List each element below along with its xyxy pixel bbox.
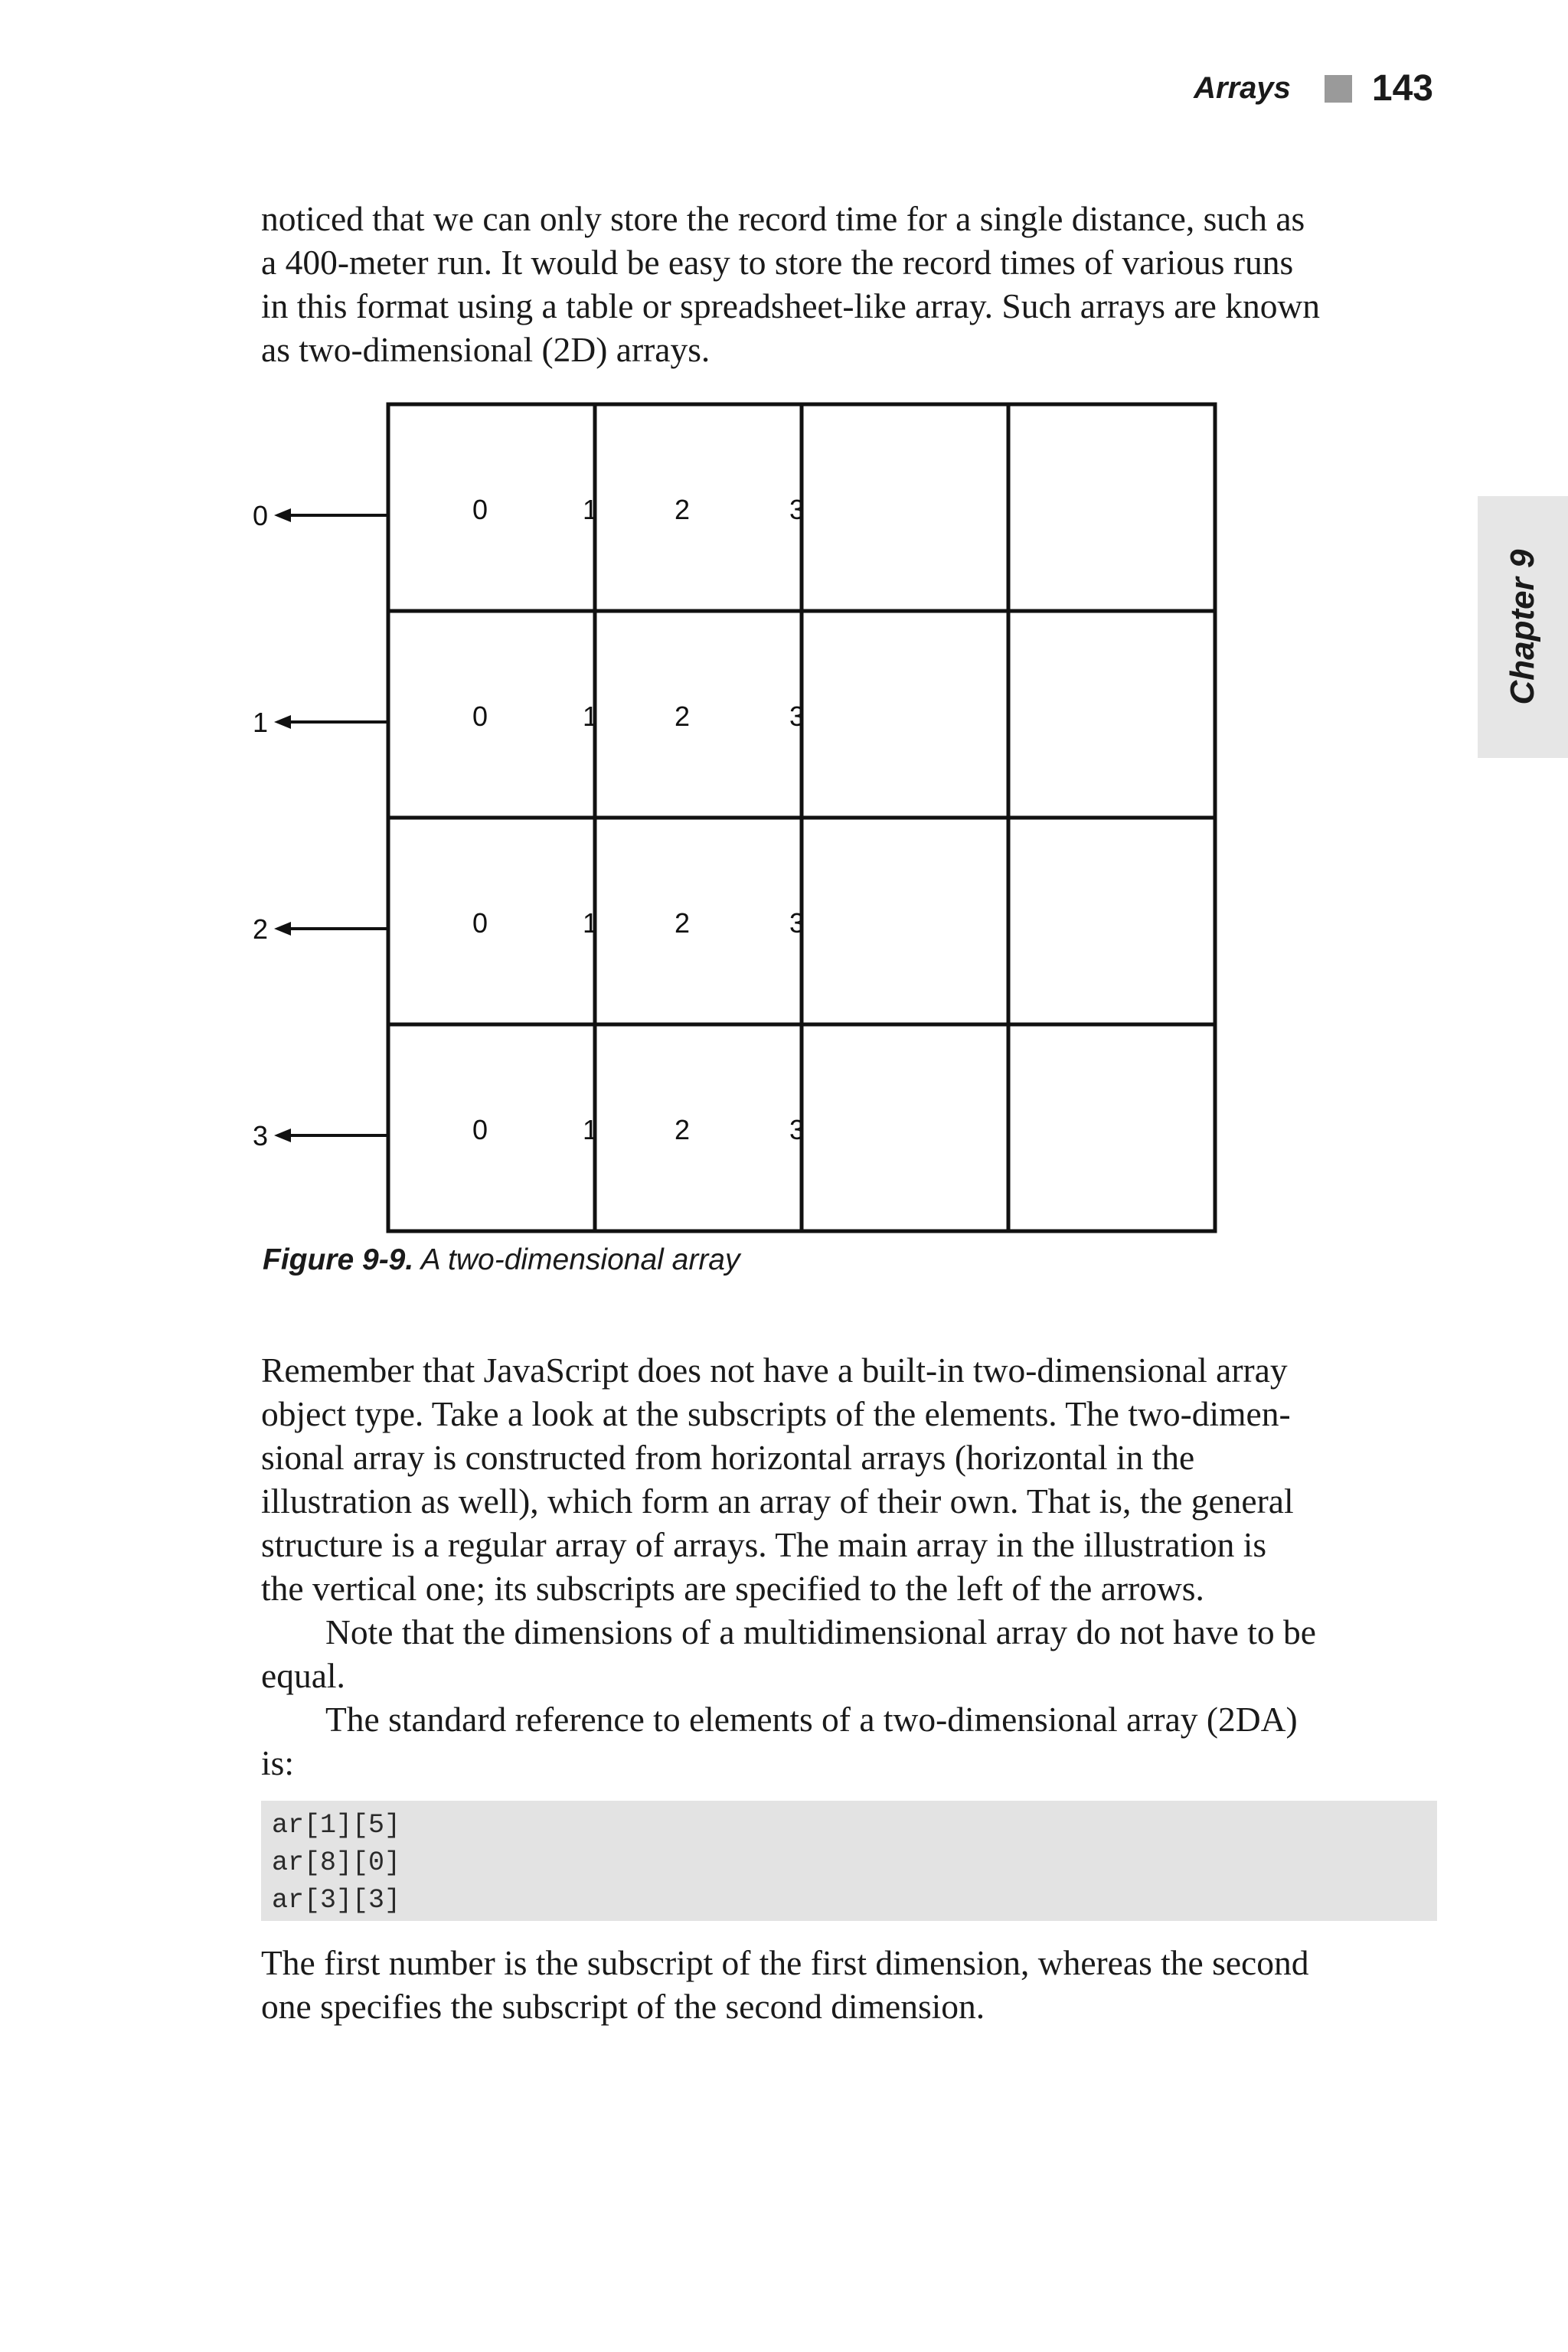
chapter-tab-label: Chapter 9 <box>1504 549 1541 705</box>
code-line: ar[3][3] <box>272 1885 401 1916</box>
array-cell <box>1008 404 1215 611</box>
array-cell <box>802 1024 1008 1231</box>
chapter-tab <box>1478 496 1568 758</box>
row-index-label: 1 <box>253 707 269 738</box>
cell-index-label: 3 <box>789 907 805 939</box>
body-paragraph <box>261 1348 1440 1785</box>
caption-label: Figure 9-9. <box>263 1243 414 1276</box>
text-line: The standard reference to elements of a two-dimensional array (2DA) <box>325 1700 1298 1739</box>
array-cell <box>388 404 595 611</box>
text-line: Note that the dimensions of a multidimensional array do not have to be <box>325 1612 1316 1651</box>
array-cell <box>388 611 595 818</box>
text-line: structure is a regular array of arrays. The main array in the illustration is <box>261 1525 1267 1564</box>
text-line: as two-dimensional (2D) arrays. <box>261 330 710 369</box>
code-line: ar[8][0] <box>272 1847 401 1878</box>
text-line: object type. Take a look at the subscripts of the elements. The two-dimen- <box>261 1394 1291 1433</box>
code-line: ar[1][5] <box>272 1810 401 1841</box>
text-line: sional array is constructed from horizontal arrays (horizontal in the <box>261 1438 1195 1477</box>
array-cell <box>1008 611 1215 818</box>
array-cell <box>802 611 1008 818</box>
text-line: a 400-meter run. It would be easy to store the record times of various runs <box>261 243 1294 282</box>
code-block <box>261 1801 1437 1921</box>
array-cell <box>595 404 802 611</box>
cell-index-label: 1 <box>583 494 599 525</box>
intro-paragraph <box>261 197 1440 371</box>
array-cell <box>595 611 802 818</box>
row-arrow-head-icon <box>274 715 291 729</box>
closing-paragraph <box>261 1941 1440 2028</box>
cell-index-label: 0 <box>472 494 488 525</box>
cell-index-label: 3 <box>789 494 805 525</box>
text-line: one specifies the subscript of the second dimension. <box>261 1987 985 2026</box>
header-square-icon <box>1325 75 1352 103</box>
cell-index-label: 0 <box>472 907 488 939</box>
row-arrow-head-icon <box>274 922 291 936</box>
cell-index-label: 0 <box>472 701 488 732</box>
row-arrow-head-icon <box>274 508 291 522</box>
cell-index-label: 2 <box>675 494 691 525</box>
array-cell <box>802 404 1008 611</box>
text-line: the vertical one; its subscripts are specified to the left of the arrows. <box>261 1569 1204 1608</box>
array-cell <box>595 818 802 1024</box>
cell-index-label: 1 <box>583 701 599 732</box>
row-index-label: 0 <box>253 500 269 531</box>
array-cell <box>1008 1024 1215 1231</box>
text-line: illustration as well), which form an array of their own. That is, the general <box>261 1481 1294 1521</box>
cell-index-label: 0 <box>472 1114 488 1145</box>
cell-index-label: 3 <box>789 701 805 732</box>
array-cell <box>388 1024 595 1231</box>
running-header <box>1194 67 1433 109</box>
text-line: The first number is the subscript of the first dimension, whereas the second <box>261 1943 1309 1982</box>
row-index-label: 2 <box>253 913 269 945</box>
row-arrow-head-icon <box>274 1129 291 1142</box>
array-cell <box>595 1024 802 1231</box>
caption-text: A two-dimensional array <box>420 1243 740 1276</box>
text-line: noticed that we can only store the record time for a single distance, such as <box>261 199 1305 238</box>
cell-index-label: 3 <box>789 1114 805 1145</box>
array-cell <box>802 818 1008 1024</box>
page-number: 143 <box>1371 68 1433 109</box>
text-line: is: <box>261 1743 294 1782</box>
cell-index-label: 2 <box>675 907 691 939</box>
two-dimensional-array-figure <box>253 398 1240 1240</box>
array-grid-diagram <box>253 398 1240 1240</box>
cell-index-label: 1 <box>583 907 599 939</box>
text-line: in this format using a table or spreadsheet-like array. Such arrays are known <box>261 286 1321 325</box>
figure-caption <box>263 1243 740 1277</box>
array-cell <box>1008 818 1215 1024</box>
row-index-label: 3 <box>253 1120 269 1152</box>
array-cell <box>388 818 595 1024</box>
section-title: Arrays <box>1194 71 1291 105</box>
cell-index-label: 2 <box>675 1114 691 1145</box>
text-line: equal. <box>261 1656 345 1695</box>
cell-index-label: 1 <box>583 1114 599 1145</box>
text-line: Remember that JavaScript does not have a built-in two-dimensional array <box>261 1351 1288 1390</box>
cell-index-label: 2 <box>675 701 691 732</box>
